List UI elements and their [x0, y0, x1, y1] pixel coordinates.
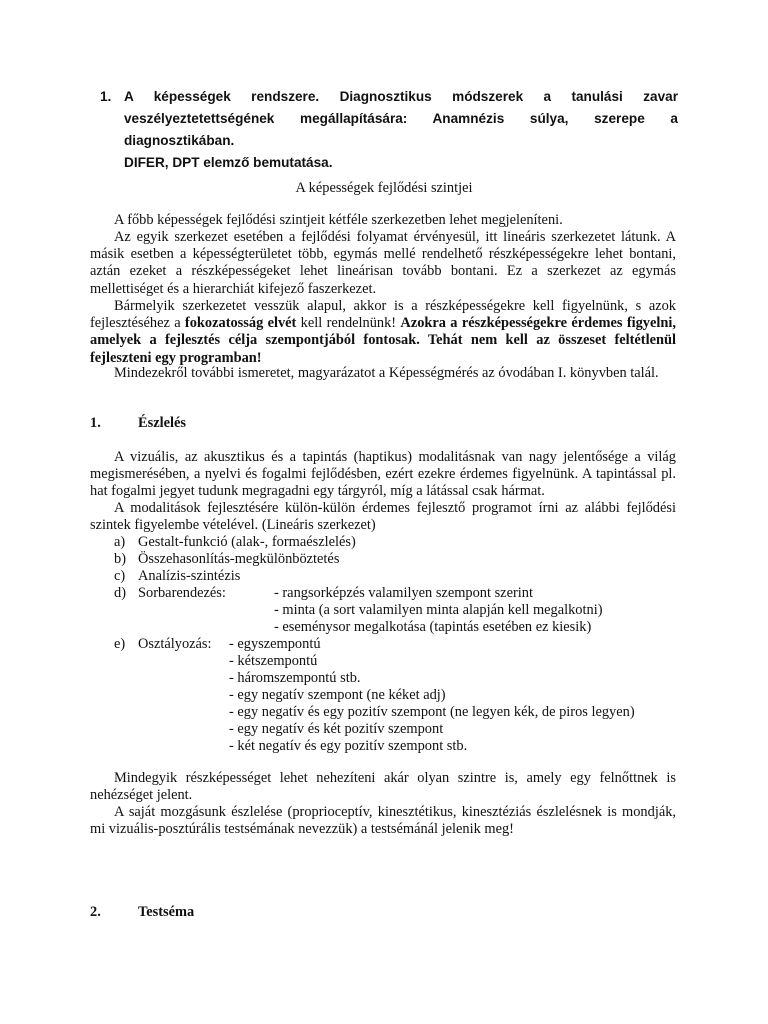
section-1-paragraph-4: A saját mozgásunk észlelése (proprioceptív, kinesztétikus, kinesztéziás észlelésnek is mondják, mi vizuális-posztúrális testsémának nevezzük) a testsémánál jelenik meg!	[90, 804, 676, 838]
osztalyozas-sub-4: - egy negatív szempont (ne kéket adj)	[229, 687, 446, 703]
subtitle: A képességek fejlődési szintjei	[295, 180, 473, 196]
intro-p3-bold-emphasis: Azokra a részképességekre érdemes figyelni, amelyek a fejlesztés célja szempontjából fontosak. Tehát nem kell az összeset feltétlenül fejleszteni egy programban!	[90, 315, 676, 366]
section-2-label: Testséma	[138, 904, 195, 920]
list-item-c: c) Analízis-szintézis	[114, 568, 241, 584]
heading-line-2: veszélyeztetettségének megállapítására: Anamnézis súlya, szerepe a diagnosztikában.	[124, 111, 678, 148]
sorbarendezes-sub-1: - rangsorképzés valamilyen szempont szerint	[274, 585, 533, 601]
list-item-e: e) Osztályozás:	[114, 636, 212, 652]
osztalyozas-sub-7: - két negatív és egy pozitív szempont stb.	[229, 738, 468, 754]
heading-line-3: DIFER, DPT elemző bemutatása.	[124, 155, 333, 170]
intro-p3-bold-principle: fokozatosság elvét	[184, 315, 297, 332]
section-1-paragraph-2: A modalitások fejlesztésére külön-külön érdemes fejlesztő programot írni az alábbi fejlődési szintek figyelembe vételével. (Lineáris szerkezet)	[90, 500, 676, 534]
section-1-paragraph-3: Mindegyik részképességet lehet nehezíteni akár olyan szintre is, amely egy felnőttnek is nehézséget jelent.	[90, 770, 676, 804]
osztalyozas-sub-5: - egy negatív és egy pozitív szempont (ne legyen kék, de piros legyen)	[229, 704, 635, 720]
osztalyozas-sub-3: - háromszempontú stb.	[229, 670, 361, 686]
section-2-title	[90, 904, 194, 921]
sorbarendezes-sub-3: - eseménysor megalkotása (tapintás esetében ez kiesik)	[274, 619, 592, 635]
section-1-title	[90, 415, 186, 432]
list-item-d: d) Sorbarendezés:	[114, 585, 226, 601]
intro-p3-text-c: kell rendelnünk!	[296, 315, 401, 332]
heading-line-1: A képességek rendszere. Diagnosztikus módszerek a tanulási zavar	[124, 89, 678, 104]
list-item-b: b) Összehasonlítás-megkülönböztetés	[114, 551, 340, 567]
section-2-number: 2.	[90, 904, 101, 920]
osztalyozas-sub-6: - egy negatív és két pozitív szempont	[229, 721, 444, 737]
section-1-number: 1.	[90, 415, 101, 431]
section-1-paragraph-1: A vizuális, az akusztikus és a tapintás (haptikus) modalitásnak van nagy jelentősége a világ megismerésében, a nyelvi és fogalmi fejlődésben, ezért ezekre érdemes figyelnünk. A tapintással pl. hat fogalmi jegyet tudunk megragadni egy tárgyról, míg a látással csak hármat.	[90, 449, 676, 500]
sorbarendezes-sub-2: - minta (a sort valamilyen minta alapján kell megalkotni)	[274, 602, 603, 618]
osztalyozas-sub-1: - egyszempontú	[229, 636, 321, 652]
intro-paragraph-3	[90, 298, 676, 367]
list-item-a: a) Gestalt-funkció (alak-, formaészlelés)	[114, 534, 356, 550]
section-1-label: Észlelés	[138, 415, 186, 431]
intro-paragraph-1: A főbb képességek fejlődési szintjeit kétféle szerkezetben lehet megjeleníteni.	[114, 212, 563, 228]
intro-paragraph-4: Mindezekről további ismeretet, magyarázatot a Képességmérés az óvodában I. könyvben talál.	[114, 365, 659, 381]
heading-number: 1.	[100, 89, 112, 104]
document-heading	[100, 86, 678, 174]
intro-paragraph-2: Az egyik szerkezet esetében a fejlődési folyamat érvényesül, itt lineáris szerkezetet látunk. A másik esetben a képességterületet több, egymás mellé rendelhető részképességekre lehet bontani, aztán ezeket a részképességeket lehet lineárisan tovább bontani. Ez a szerkezet az egymás mellettiséget és a hierarchiát kifejező faszerkezet.	[90, 229, 676, 297]
intro-p3-text-a: Bármelyik szerkezetet vesszük alapul, akkor is a részképességekre kell figyelnünk, s azok fejlesztéséhez a	[90, 298, 676, 332]
osztalyozas-sub-2: - kétszempontú	[229, 653, 318, 669]
